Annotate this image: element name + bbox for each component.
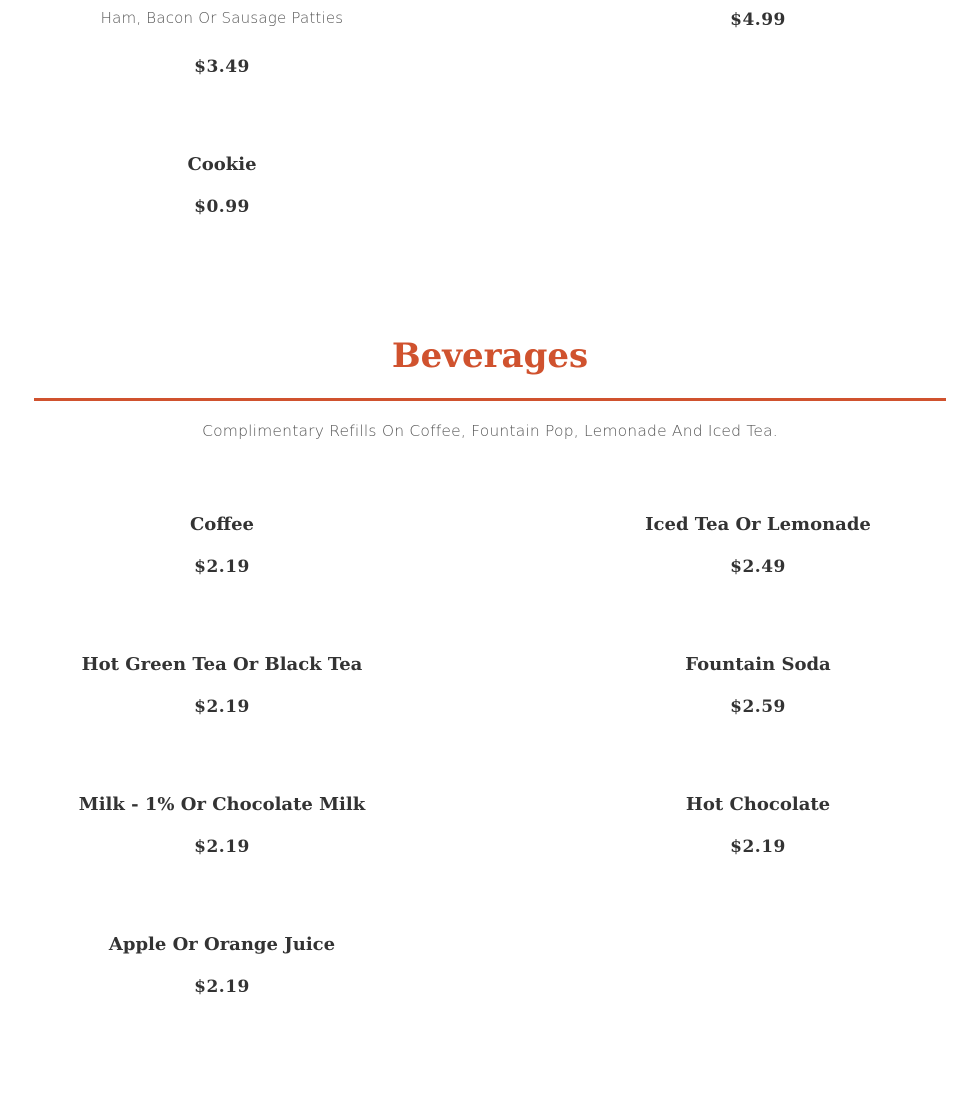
menu-item-description: Ham, Bacon Or Sausage Patties [100, 9, 344, 27]
section-divider [34, 398, 946, 401]
menu-item-price: $2.19 [194, 837, 250, 857]
menu-item-price: $2.19 [194, 977, 250, 997]
menu-item-name: Fountain Soda [685, 654, 831, 675]
section-note: Complimentary Refills On Coffee, Fountain Pop, Lemonade And Iced Tea. [202, 422, 778, 440]
menu-item-name: Cookie [187, 154, 257, 175]
menu-item-name: Iced Tea Or Lemonade [645, 514, 871, 535]
menu-item-name: Apple Or Orange Juice [108, 934, 336, 955]
menu-item-price: $2.49 [730, 557, 786, 577]
menu-item-price: $0.99 [194, 197, 250, 217]
menu-item-price: $2.19 [194, 697, 250, 717]
menu-item-price: $2.19 [730, 837, 786, 857]
menu-item-price: $4.99 [730, 10, 786, 30]
menu-item-name: Hot Green Tea Or Black Tea [81, 654, 363, 675]
menu-item-price: $2.59 [730, 697, 786, 717]
section-title: Beverages [391, 336, 589, 376]
menu-item-price: $2.19 [194, 557, 250, 577]
menu-item-name: Milk - 1% Or Chocolate Milk [78, 794, 366, 815]
menu-item-name: Coffee [189, 514, 254, 535]
menu-item-name: Hot Chocolate [685, 794, 831, 815]
menu-item-price: $3.49 [194, 57, 250, 77]
